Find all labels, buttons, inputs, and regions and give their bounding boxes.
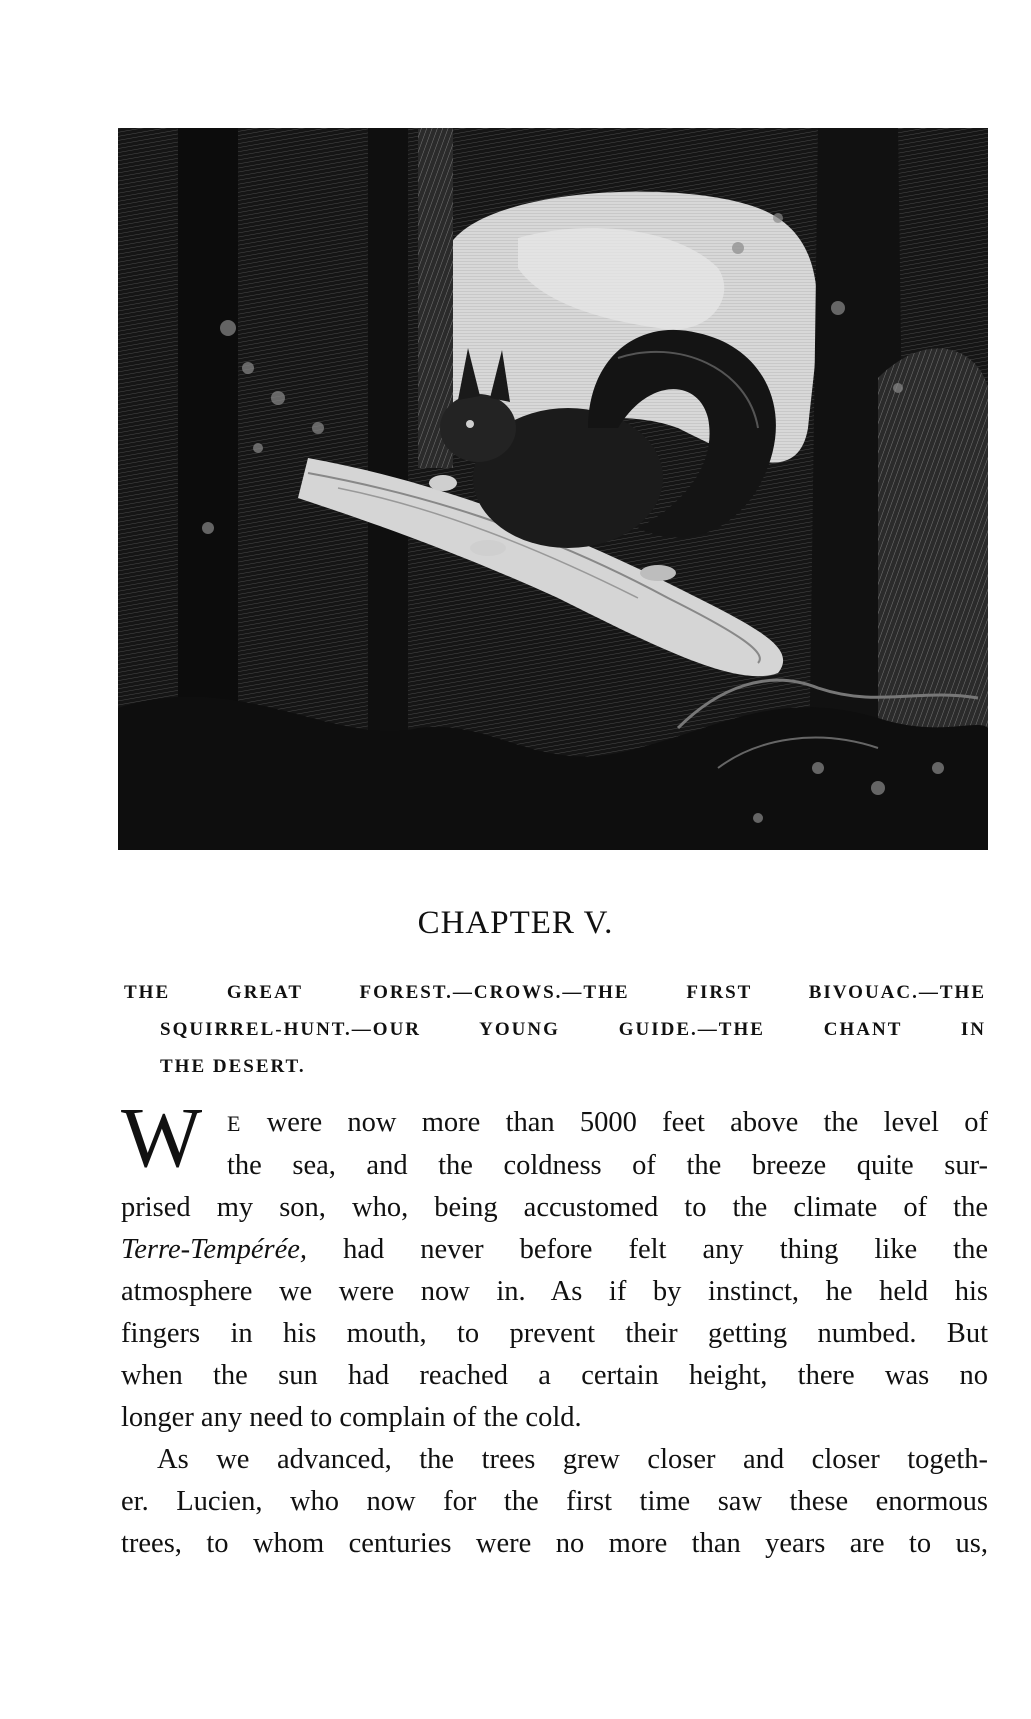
drop-cap: W [121,1089,203,1185]
chapter-summary-line: SQUIRREL-HUNT.—OUR YOUNG GUIDE.—THE CHANT IN [160,1019,986,1040]
squirrel-engraving-icon [118,128,988,850]
italic-text: Terre-Tempérée, [121,1234,308,1265]
text-line: when the sun had reached a certain height, there was no [121,1360,988,1391]
text-line: atmosphere we were now in. As if by instinct, he held his [121,1276,988,1307]
text-line: the sea, and the coldness of the breeze quite sur- [227,1150,988,1181]
small-cap: E [227,1111,242,1136]
chapter-summary-line: THE DESERT. [160,1056,306,1077]
text-fragment: were now more than 5000 feet above the level of [241,1107,988,1138]
text-line: trees, to whom centuries were no more than years are to us, [121,1528,988,1559]
body-text [121,1089,988,1565]
chapter-summary-line: THE GREAT FOREST.—CROWS.—THE FIRST BIVOUAC.—THE [124,982,986,1003]
text-fragment: had never before felt any thing like the [307,1234,988,1265]
text-line: As we advanced, the trees grew closer and closer togeth- [157,1444,988,1475]
text-line: longer any need to complain of the cold. [121,1402,582,1433]
squirrel-engraving-illustration [118,128,988,850]
chapter-summary [124,974,986,1085]
text-line [121,1229,988,1271]
text-line: prised my son, who, being accustomed to the climate of the [121,1192,988,1223]
text-line: fingers in his mouth, to prevent their getting numbed. But [121,1318,988,1349]
text-line: er. Lucien, who now for the first time saw these enormous [121,1486,988,1517]
chapter-title: CHAPTER V. [417,905,614,941]
text-line [121,1102,988,1145]
